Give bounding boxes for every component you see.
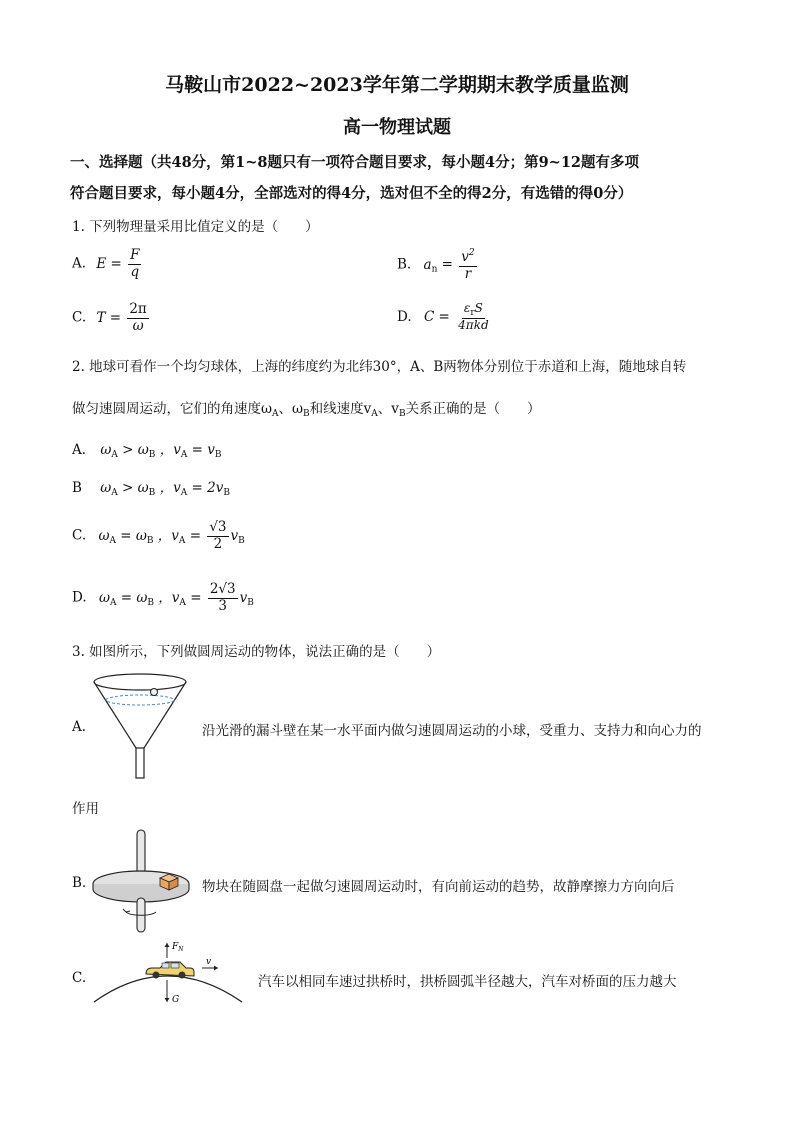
- q3-option-c-text: 汽车以相同车速过拱桥时，拱桥圆弧半径越大，汽车对桥面的压力越大: [258, 974, 677, 990]
- question-3-stem: 3. 如图所示，下列做圆周运动的物体，说法正确的是（ ）: [72, 644, 441, 660]
- q2-text: 和线速度v: [309, 401, 372, 417]
- formula-lhs: T =: [96, 309, 122, 326]
- numerator: [462, 302, 485, 319]
- formula-lhs: C =: [423, 309, 450, 326]
- fraction: [127, 302, 148, 334]
- option-label: C.: [72, 527, 87, 544]
- num-sub: r: [470, 308, 475, 318]
- q1-option-d: [397, 302, 493, 333]
- fraction: [207, 520, 228, 552]
- q3-option-b-label: B.: [72, 875, 87, 891]
- option-label: B: [72, 480, 82, 496]
- q3-option-a-label: A.: [72, 719, 87, 735]
- section-heading-line2: 符合题目要求，每小题4分，全部选对的得4分，选对但不全的得2分，有选错的得0分）: [70, 185, 633, 202]
- formula-lhs: E =: [96, 255, 122, 272]
- q1-option-b: [397, 248, 479, 282]
- fraction: [456, 302, 490, 333]
- fn-label: $F_N$: [172, 942, 184, 953]
- formula-eq: =: [437, 256, 453, 273]
- page-subtitle: 高一物理试题: [343, 117, 451, 138]
- fraction: [459, 248, 476, 282]
- sub-a: A: [371, 409, 378, 419]
- option-label: C.: [72, 309, 87, 326]
- page-title: 马鞍山市2022~2023学年第二学期期末教学质量监测: [165, 74, 629, 96]
- option-label: D.: [72, 589, 87, 606]
- numerator: 2√3: [209, 581, 236, 597]
- q2-text: 做匀速圆周运动，它们的角速度ω: [72, 401, 273, 417]
- q3-option-b-text: 物块在随圆盘一起做匀速圆周运动时，有向前运动的趋势，故静摩擦力方向向后: [202, 879, 675, 895]
- numerator: √3: [209, 519, 227, 535]
- fraction: [128, 248, 141, 280]
- option-label: D.: [397, 309, 412, 326]
- relation: =: [120, 527, 132, 544]
- q2-text: 、v: [377, 401, 399, 417]
- numerator: F: [130, 247, 140, 263]
- option-label: A.: [72, 255, 87, 272]
- relation: =: [191, 442, 203, 458]
- relation: >: [122, 480, 134, 496]
- subscript: n: [431, 264, 438, 275]
- num-eps: ε: [463, 301, 471, 315]
- numerator: 2π: [129, 301, 147, 317]
- velocity-label: v: [206, 957, 212, 967]
- q3-option-a-continued: 作用: [72, 801, 99, 817]
- option-label: B.: [397, 256, 412, 273]
- turntable-figure: [90, 828, 195, 936]
- sub-b: B: [398, 409, 406, 419]
- q2-option-d: D. $\omega_A = \omega_B$ ，$v_A$ = $\frac{2√3}{3}$ $v_B$: [72, 581, 254, 614]
- q3-option-a-text: 沿光滑的漏斗壁在某一水平面内做匀速圆周运动的小球，受重力、支持力和向心力的: [202, 723, 702, 739]
- denominator: 2: [213, 535, 223, 552]
- num-tail: S: [474, 301, 483, 315]
- denominator: q: [130, 263, 140, 280]
- section-heading-line1: 一、选择题（共48分，第1~8题只有一项符合题目要求，每小题4分；第9~12题有多项: [70, 154, 640, 171]
- num-sup: 2: [468, 248, 475, 258]
- denominator: r: [464, 265, 472, 282]
- denominator: 3: [218, 597, 228, 614]
- q3-option-c-label: C.: [72, 970, 87, 986]
- option-label: A.: [72, 442, 87, 458]
- q1-option-a: [72, 248, 143, 280]
- denominator: 4πkd: [458, 318, 489, 333]
- denominator: ω: [132, 317, 144, 334]
- q2-option-a: A. $\omega_A > \omega_B$ ，$v_A = v_B$: [72, 442, 222, 460]
- relation: >: [122, 442, 134, 458]
- num-base: v: [461, 249, 469, 265]
- sub-a: A: [272, 409, 279, 419]
- question-1-stem: 1. 下列物理量采用比值定义的是（ ）: [72, 219, 319, 235]
- q1-option-c: [72, 302, 151, 334]
- relation: = 2: [191, 480, 216, 496]
- q2-text: 、ω: [278, 401, 304, 417]
- formula-lhs: a: [423, 256, 432, 273]
- question-2-line1: 2. 地球可看作一个均匀球体，上海的纬度约为北纬30°，A、B两物体分别位于赤道和上海，随地球自转: [72, 359, 687, 375]
- question-2-line2: [72, 397, 541, 419]
- relation: =: [120, 589, 133, 606]
- sub-b: B: [303, 409, 310, 419]
- q2-option-c: C. $\omega_A = \omega_B$ ，$v_A$ = $\frac{√3}{2}$ $v_B$: [72, 519, 245, 552]
- numerator: [459, 248, 476, 267]
- q2-option-b: B $\omega_A > \omega_B$ ，$v_A = 2v_B$: [72, 480, 230, 498]
- q2-text: 关系正确的是（ ）: [405, 401, 541, 417]
- gravity-label: G: [172, 995, 180, 1005]
- fraction: [208, 582, 238, 614]
- funnel-figure: [90, 670, 190, 782]
- bridge-figure: [90, 940, 245, 1010]
